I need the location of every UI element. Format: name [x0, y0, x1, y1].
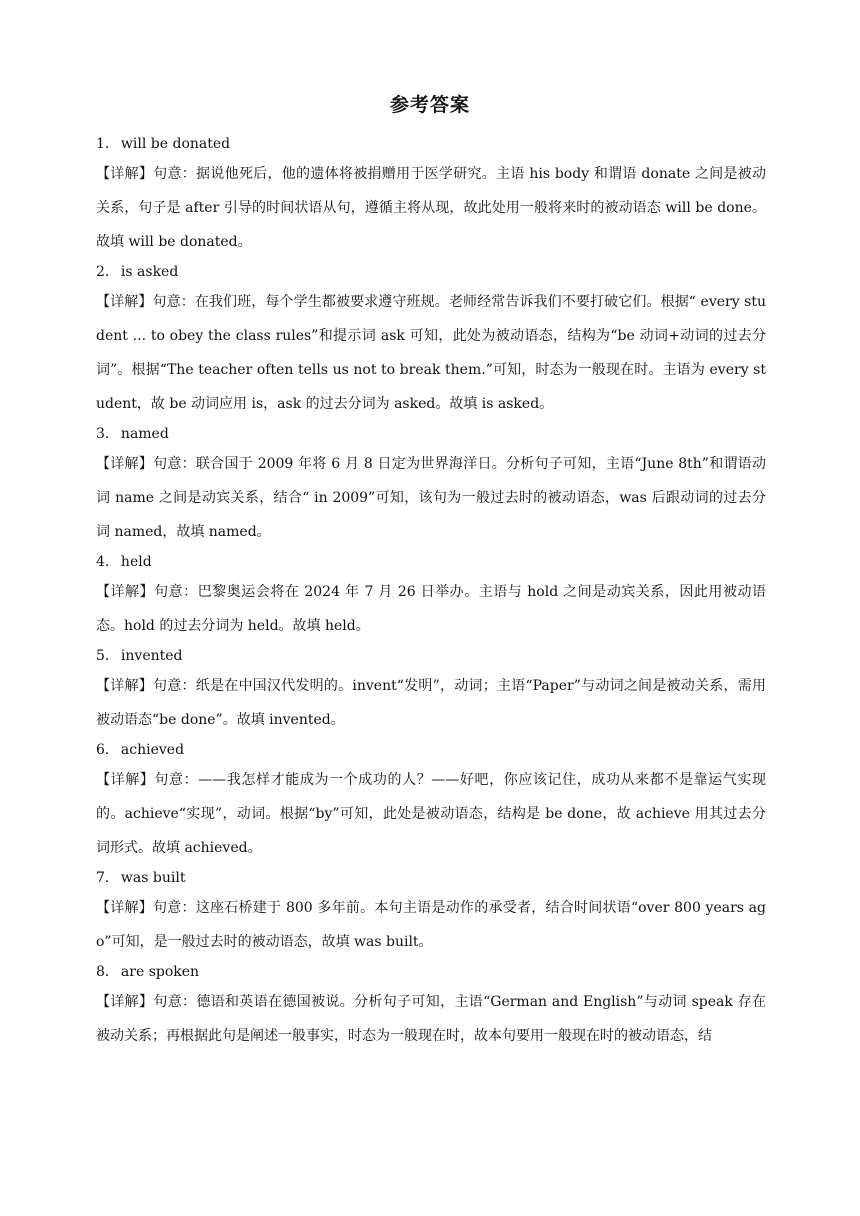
- explanation: [96, 891, 766, 959]
- item-number: 6．: [96, 742, 119, 758]
- explanation: [96, 575, 766, 643]
- explanation-text: 句意：据说他死后，他的遗体将被捐赠用于医学研究。主语 his body 和谓语 donate 之间是被动关系，句子是 after 引导的时间状语从句，遵循主将从现，故此处用一般将来时的被动语态 will be done。故填 will be donated。: [96, 166, 766, 250]
- answer-item: [96, 421, 766, 549]
- answer-line: [96, 259, 766, 285]
- explanation: [96, 285, 766, 421]
- explanation-text: 句意：这座石桥建于 800 多年前。本句主语是动作的承受者，结合时间状语“over 800 years ago”可知，是一般过去时的被动语态，故填 was built。: [96, 900, 766, 950]
- explanation: [96, 157, 766, 259]
- answer-line: [96, 421, 766, 447]
- answer-item: [96, 643, 766, 737]
- answer-text: invented: [120, 648, 183, 664]
- detail-tag: 【详解】: [96, 772, 155, 788]
- answer-item: [96, 737, 766, 865]
- answer-line: [96, 131, 766, 157]
- detail-tag: 【详解】: [96, 166, 154, 182]
- explanation-text: 句意：巴黎奥运会将在 2024 年 7 月 26 日举办。主语与 hold 之间是动宾关系，因此用被动语态。hold 的过去分词为 held。故填 held。: [96, 584, 766, 634]
- item-number: 3．: [96, 426, 119, 442]
- answer-item: [96, 259, 766, 421]
- explanation: [96, 763, 766, 865]
- item-number: 4．: [96, 554, 119, 570]
- answer-text: held: [120, 554, 152, 570]
- detail-tag: 【详解】: [96, 584, 155, 600]
- answer-text: named: [120, 426, 169, 442]
- answer-line: [96, 959, 766, 985]
- explanation: [96, 447, 766, 549]
- answer-list: [96, 131, 766, 1053]
- detail-tag: 【详解】: [96, 456, 154, 472]
- answer-text: was built: [120, 870, 186, 886]
- answer-line: [96, 549, 766, 575]
- answer-item: [96, 131, 766, 259]
- detail-tag: 【详解】: [96, 900, 154, 916]
- detail-tag: 【详解】: [96, 678, 153, 694]
- explanation-text: 句意：德语和英语在德国被说。分析句子可知，主语“German and English”与动词 speak 存在被动关系；再根据此句是阐述一般事实，时态为一般现在时，故本句要用一般现在时的被动语态，结: [96, 994, 767, 1044]
- explanation-text: 句意：——我怎样才能成为一个成功的人？——好吧，你应该记住，成功从来都不是靠运气实现的。achieve“实现”，动词。根据“by”可知，此处是被动语态，结构是 be done，故 achieve 用其过去分词形式。故填 achieved。: [96, 772, 767, 856]
- answer-text: are spoken: [120, 964, 200, 980]
- item-number: 5．: [96, 648, 119, 664]
- detail-tag: 【详解】: [96, 294, 153, 310]
- explanation-text: 句意：纸是在中国汉代发明的。invent“发明”，动词；主语“Paper”与动词之间是被动关系，需用被动语态“be done”。故填 invented。: [96, 678, 767, 728]
- item-number: 8．: [96, 964, 119, 980]
- answer-text: achieved: [120, 742, 185, 758]
- answer-line: [96, 643, 766, 669]
- answer-item: [96, 959, 766, 1053]
- item-number: 1．: [96, 136, 119, 152]
- page-title: 参考答案: [389, 94, 470, 116]
- item-number: 2．: [96, 264, 119, 280]
- explanation: [96, 669, 766, 737]
- detail-tag: 【详解】: [96, 994, 154, 1010]
- answer-item: [96, 549, 766, 643]
- answer-text: is asked: [120, 264, 179, 280]
- item-number: 7．: [96, 870, 119, 886]
- explanation: [96, 985, 766, 1053]
- answer-item: [96, 865, 766, 959]
- explanation-text: 句意：联合国于 2009 年将 6 月 8 日定为世界海洋日。分析句子可知，主语“June 8th”和谓语动词 name 之间是动宾关系，结合“ in 2009”可知，该句为一般过去时的被动语态，was 后跟动词的过去分词 named，故填 named。: [96, 456, 767, 540]
- answer-line: [96, 865, 766, 891]
- explanation-text: 句意：在我们班，每个学生都被要求遵守班规。老师经常告诉我们不要打破它们。根据“ every student ... to obey the class rules”和提示词 ask 可知，此处为被动语态，结构为“be 动词+动词的过去分词”。根据“The teacher often tells us not to break them.”可知，时态为一般现在时。主语为 every student，故 be 动词应用 is，ask 的过去分词为 asked。故填 is asked。: [96, 294, 767, 412]
- answer-line: [96, 737, 766, 763]
- answer-text: will be donated: [120, 136, 231, 152]
